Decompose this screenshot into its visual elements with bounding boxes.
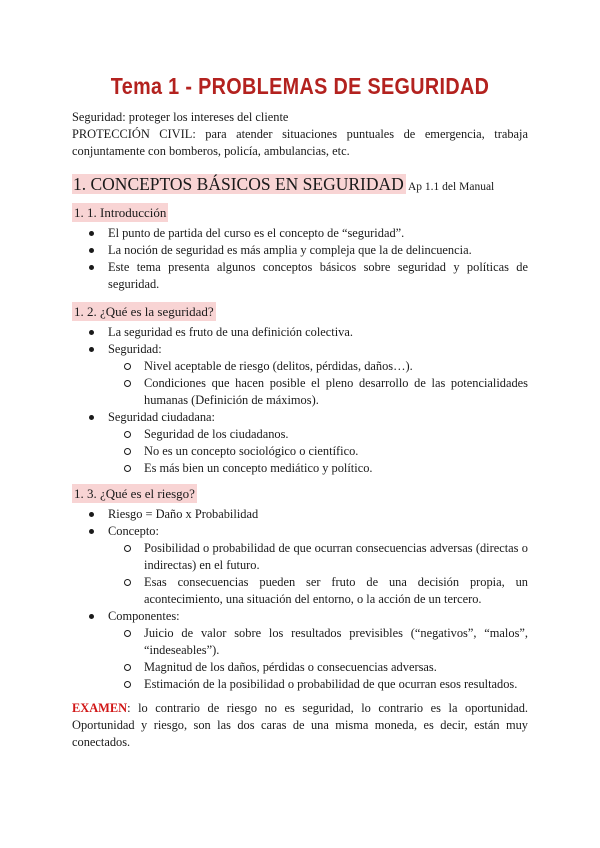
list-item: El punto de partida del curso es el concepto de “seguridad”. — [72, 225, 528, 242]
list-item — [72, 523, 528, 608]
sub-list-item: Estimación de la posibilidad o probabilidad de que ocurran esos resultados. — [108, 676, 528, 693]
list-item-label: Componentes: — [108, 609, 180, 623]
list-item-label: Seguridad ciudadana: — [108, 410, 216, 424]
subsection-1-3-list — [72, 506, 528, 693]
exam-note — [72, 700, 528, 751]
list-item: Este tema presenta algunos conceptos básicos sobre seguridad y políticas de seguridad. — [72, 259, 528, 293]
subsection-1-1-list — [72, 225, 528, 293]
intro-line-security: Seguridad: proteger los intereses del cliente — [72, 110, 289, 124]
sub-list-item: Nivel aceptable de riesgo (delitos, pérdidas, daños…). — [108, 358, 528, 375]
list-item: La seguridad es fruto de una definición colectiva. — [72, 324, 528, 341]
sub-list-item: Posibilidad o probabilidad de que ocurran consecuencias adversas (directas o indirectas) en el futuro. — [108, 540, 528, 574]
sub-list-item: No es un concepto sociológico o científico. — [108, 443, 528, 460]
intro-block — [72, 109, 528, 160]
sub-list-item: Magnitud de los daños, pérdidas o consecuencias adversas. — [108, 659, 528, 676]
list-item: La noción de seguridad es más amplia y compleja que la de delincuencia. — [72, 242, 528, 259]
list-item-label: Concepto: — [108, 524, 159, 538]
sub-list-item: Seguridad de los ciudadanos. — [108, 426, 528, 443]
list-item — [72, 608, 528, 693]
subsection-1-2-list — [72, 324, 528, 477]
section-heading-1 — [72, 173, 494, 198]
intro-line-civil-protection: PROTECCIÓN CIVIL: para atender situaciones puntuales de emergencia, trabaja conjuntamente con bomberos, policía, ambulancias, etc. — [72, 127, 528, 158]
sub-list-item: Esas consecuencias pueden ser fruto de una decisión propia, un acontecimiento, una situación del entorno, o la acción de un tercero. — [108, 574, 528, 608]
subsection-heading-1-1: 1. 1. Introducción — [74, 205, 167, 220]
sub-list-item: Condiciones que hacen posible el pleno desarrollo de las potencialidades humanas (Definición de máximos). — [108, 375, 528, 409]
list-item: Riesgo = Daño x Probabilidad — [72, 506, 528, 523]
subsection-heading-1-3: 1. 3. ¿Qué es el riesgo? — [74, 486, 195, 501]
list-item — [72, 409, 528, 477]
list-item — [72, 341, 528, 409]
sub-list-item: Es más bien un concepto mediático y político. — [108, 460, 528, 477]
list-item-label: Seguridad: — [108, 342, 162, 356]
exam-text: : lo contrario de riesgo no es seguridad, lo contrario es la oportunidad. Oportunidad y riesgo, son las dos caras de una misma moneda, es decir, están muy conectados. — [72, 701, 528, 749]
page-title: Tema 1 - PROBLEMAS DE SEGURIDAD — [110, 73, 490, 99]
section-heading-1-text: 1. CONCEPTOS BÁSICOS EN SEGURIDAD — [73, 174, 404, 194]
subsection-heading-1-2: 1. 2. ¿Qué es la seguridad? — [74, 304, 214, 319]
sub-list-item: Juicio de valor sobre los resultados previsibles (“negativos”, “malos”, “indeseables”). — [108, 625, 528, 659]
exam-label: EXAMEN — [72, 701, 128, 715]
manual-reference: Ap 1.1 del Manual — [405, 181, 495, 193]
